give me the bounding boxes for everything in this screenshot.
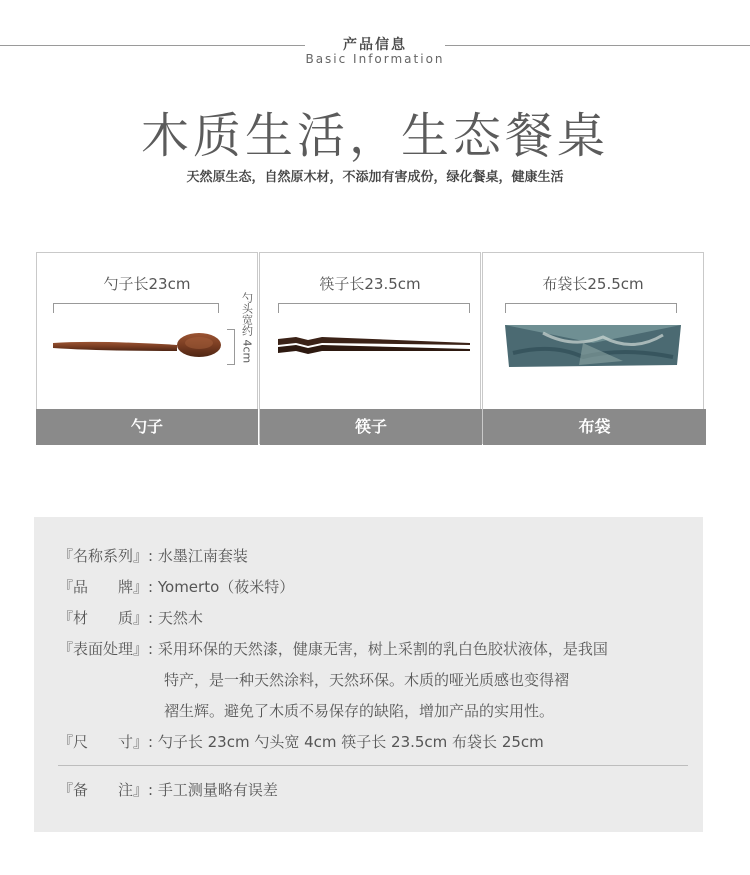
chopsticks-image xyxy=(260,313,482,413)
spoon-head-width-bracket xyxy=(227,329,235,365)
chopsticks-measure-bracket xyxy=(278,303,470,313)
header-title-en: Basic Information xyxy=(305,52,445,66)
info-surface-line3: 褶生辉。避免了木质不易保存的缺陷，增加产品的实用性。 xyxy=(164,702,555,720)
info-size-key: 『尺 寸』: xyxy=(58,733,154,751)
info-surface-line1: 采用环保的天然漆，健康无害，树上采割的乳白色胶状液体，是我国 xyxy=(157,640,608,658)
info-material-value: 天然木 xyxy=(157,609,203,627)
info-brand-row xyxy=(58,576,294,597)
spoon-head-width-label xyxy=(240,292,254,366)
cloth-bag-measure-bracket xyxy=(505,303,677,313)
footer-chopsticks: 筷子 xyxy=(260,409,482,445)
info-surface-row xyxy=(58,638,608,659)
info-surface-key: 『表面处理』: xyxy=(58,640,154,658)
footer-spoon: 勺子 xyxy=(36,409,258,445)
spoon-head-width-text: 勺头宽约 4cm xyxy=(240,292,254,364)
info-note-row xyxy=(58,779,278,800)
spoon-image xyxy=(37,313,259,413)
chopsticks-measure: 筷子长23.5cm xyxy=(319,275,421,293)
info-series-row xyxy=(58,545,248,566)
info-size-row xyxy=(58,731,544,752)
slogan: 木质生活，生态餐桌 xyxy=(140,108,609,164)
footer-cloth-bag: 布袋 xyxy=(483,409,706,445)
subslogan: 天然原生态，自然原木材，不添加有害成份，绿化餐桌，健康生活 xyxy=(186,170,564,185)
cloth-bag-measure: 布袋长25.5cm xyxy=(542,275,644,293)
info-material-row xyxy=(58,607,203,628)
info-series-value: 水墨江南套装 xyxy=(157,547,248,565)
spoon-measure: 勺子长23cm xyxy=(103,275,191,293)
spoon-measure-bracket xyxy=(53,303,219,313)
info-brand-value: Yomerto（莜米特） xyxy=(157,578,295,596)
info-brand-key: 『品 牌』: xyxy=(58,578,154,596)
info-note-value: 手工测量略有误差 xyxy=(157,781,278,799)
info-note-key: 『备 注』: xyxy=(58,781,154,799)
info-divider xyxy=(58,765,688,766)
cloth-bag-image xyxy=(483,313,705,413)
info-series-key: 『名称系列』: xyxy=(58,547,154,565)
info-material-key: 『材 质』: xyxy=(58,609,154,627)
info-size-value: 勺子长 23cm 勺头宽 4cm 筷子长 23.5cm 布袋长 25cm xyxy=(157,733,544,751)
info-surface-line2: 特产，是一种天然涂料，天然环保。木质的哑光质感也变得褶 xyxy=(164,671,570,689)
header-title-zh: 产品信息 xyxy=(343,37,407,53)
